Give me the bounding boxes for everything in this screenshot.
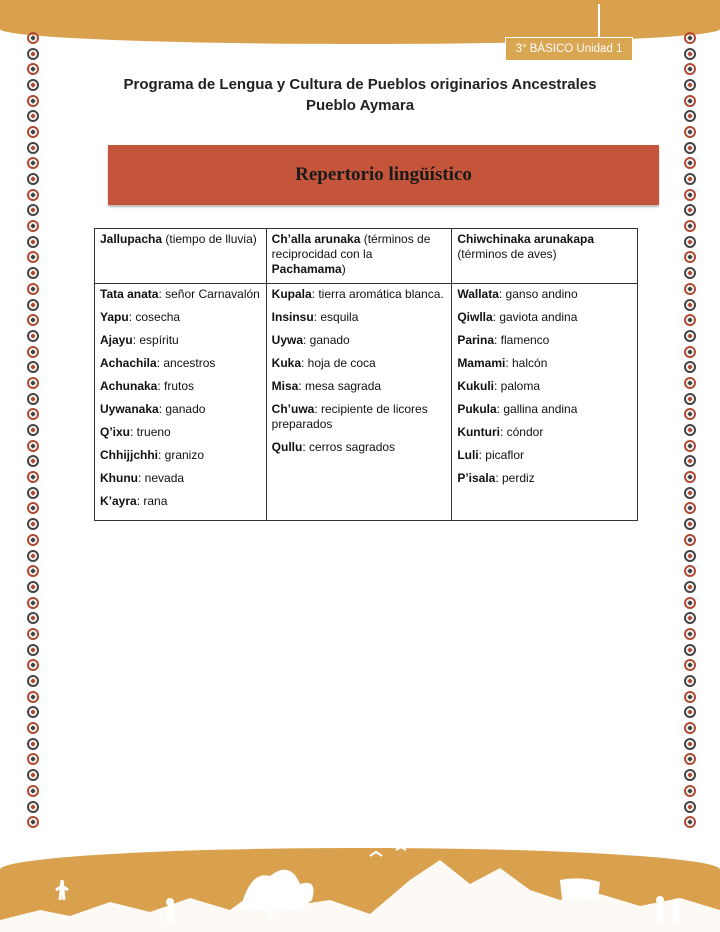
entry-definition: : granizo <box>158 448 205 462</box>
entry-definition: : tierra aromática blanca. <box>311 287 444 301</box>
vocabulary-entry <box>100 310 261 325</box>
pattern-motif-icon <box>25 642 41 658</box>
pattern-motif-icon <box>25 297 41 313</box>
vocabulary-entry <box>272 356 447 371</box>
entry-definition: : gallina andina <box>496 402 578 416</box>
pattern-motif-icon <box>682 736 698 752</box>
entry-term: Kupala <box>271 287 312 301</box>
pattern-motif-icon <box>25 736 41 752</box>
vocabulary-entry <box>100 402 261 417</box>
pattern-motif-icon <box>682 814 698 830</box>
pattern-motif-icon <box>25 93 41 109</box>
pattern-motif-icon <box>25 516 41 532</box>
pattern-motif-icon <box>682 485 698 501</box>
entry-term: Uywanaka <box>100 402 159 416</box>
pattern-motif-icon <box>25 720 41 736</box>
left-pattern-border <box>25 30 41 830</box>
tab-connector-line <box>598 4 600 38</box>
entry-term: Qiwlla <box>457 310 493 324</box>
header-cell-chiwchinaka: Chiwchinaka arunakapa (términos de aves) <box>452 229 638 284</box>
entry-term: Yapu <box>100 310 129 324</box>
pattern-motif-icon <box>25 187 41 203</box>
entry-definition: : picaflor <box>478 448 524 462</box>
entry-term: Kukuli <box>457 379 494 393</box>
pattern-motif-icon <box>682 720 698 736</box>
pattern-motif-icon <box>25 77 41 93</box>
pattern-motif-icon <box>682 407 698 423</box>
pattern-motif-icon <box>682 438 698 454</box>
pattern-motif-icon <box>25 108 41 124</box>
entry-term: Achachila <box>100 356 157 370</box>
vocabulary-entry <box>457 287 632 302</box>
pattern-motif-icon <box>682 375 698 391</box>
pattern-motif-icon <box>682 610 698 626</box>
pattern-motif-icon <box>25 595 41 611</box>
pattern-motif-icon <box>25 156 41 172</box>
vocabulary-entry <box>272 310 447 325</box>
pattern-motif-icon <box>25 407 41 423</box>
pattern-motif-icon <box>682 579 698 595</box>
vocabulary-entry <box>272 287 447 302</box>
pattern-motif-icon <box>25 532 41 548</box>
pattern-motif-icon <box>25 673 41 689</box>
entry-term: Tata anata <box>100 287 159 301</box>
entry-term: Pukula <box>457 402 497 416</box>
pattern-motif-icon <box>682 532 698 548</box>
pattern-motif-icon <box>682 281 698 297</box>
pattern-motif-icon <box>25 658 41 674</box>
header-cell-challa: Ch’alla arunaka (términos de reciprocidad con la Pachamama) <box>266 229 452 284</box>
vocabulary-entry <box>100 494 261 509</box>
pattern-motif-icon <box>25 218 41 234</box>
pattern-motif-icon <box>25 124 41 140</box>
entry-definition: : hoja de coca <box>301 356 376 370</box>
entry-term: Khunu <box>100 471 138 485</box>
pattern-motif-icon <box>25 548 41 564</box>
pattern-motif-icon <box>25 705 41 721</box>
pattern-motif-icon <box>682 344 698 360</box>
entry-term: Mamami <box>457 356 506 370</box>
entry-term: Chhijjchhi <box>100 448 158 462</box>
vocabulary-entry <box>457 379 632 394</box>
pattern-motif-icon <box>682 140 698 156</box>
pattern-motif-icon <box>25 767 41 783</box>
entry-definition: : perdiz <box>495 471 535 485</box>
entry-definition: : ganado <box>158 402 206 416</box>
vocabulary-entry <box>272 333 447 348</box>
section-banner: Repertorio lingüístico <box>108 145 659 205</box>
entry-term: Kuka <box>271 356 301 370</box>
pattern-motif-icon <box>25 799 41 815</box>
pattern-motif-icon <box>25 689 41 705</box>
pattern-motif-icon <box>682 501 698 517</box>
pattern-motif-icon <box>682 799 698 815</box>
pattern-motif-icon <box>25 61 41 77</box>
entry-definition: : flamenco <box>494 333 550 347</box>
pattern-motif-icon <box>682 93 698 109</box>
pattern-motif-icon <box>25 344 41 360</box>
grade-unit-tab: 3° BÁSICO Unidad 1 <box>505 37 633 61</box>
entry-term: Ajayu <box>100 333 133 347</box>
pattern-motif-icon <box>25 579 41 595</box>
pattern-motif-icon <box>25 234 41 250</box>
pattern-motif-icon <box>25 610 41 626</box>
pattern-motif-icon <box>25 485 41 501</box>
pattern-motif-icon <box>25 312 41 328</box>
pattern-motif-icon <box>682 124 698 140</box>
vocabulary-entry <box>100 356 261 371</box>
entry-term: Ch’uwa <box>271 402 315 416</box>
pattern-motif-icon <box>682 642 698 658</box>
pattern-motif-icon <box>682 548 698 564</box>
header-cell-jallupacha: Jallupacha (tiempo de lluvia) <box>95 229 267 284</box>
pattern-motif-icon <box>682 30 698 46</box>
entry-definition: : gaviota andina <box>492 310 578 324</box>
pattern-motif-icon <box>25 422 41 438</box>
entry-definition: : espíritu <box>132 333 179 347</box>
entry-term: K’ayra <box>100 494 137 508</box>
pattern-motif-icon <box>25 281 41 297</box>
vocabulary-entry <box>272 402 447 432</box>
vocabulary-entry <box>457 471 632 486</box>
pattern-motif-icon <box>682 689 698 705</box>
pattern-motif-icon <box>682 705 698 721</box>
entry-definition: : halcón <box>505 356 548 370</box>
pattern-motif-icon <box>682 359 698 375</box>
vocabulary-entry <box>100 333 261 348</box>
pattern-motif-icon <box>682 156 698 172</box>
pattern-motif-icon <box>682 218 698 234</box>
pattern-motif-icon <box>682 626 698 642</box>
pattern-motif-icon <box>25 469 41 485</box>
pattern-motif-icon <box>25 501 41 517</box>
entry-definition: : rana <box>136 494 168 508</box>
vocabulary-table <box>94 228 638 521</box>
entry-definition: : ganso andino <box>498 287 578 301</box>
pattern-motif-icon <box>25 171 41 187</box>
vocabulary-entry <box>272 440 447 455</box>
pattern-motif-icon <box>25 563 41 579</box>
pattern-motif-icon <box>25 391 41 407</box>
entry-definition: : ganado <box>303 333 350 347</box>
table-header-row <box>95 229 638 284</box>
pattern-motif-icon <box>682 752 698 768</box>
column-challa-entries <box>266 284 452 521</box>
pattern-motif-icon <box>682 203 698 219</box>
pattern-motif-icon <box>682 77 698 93</box>
pattern-motif-icon <box>25 328 41 344</box>
pattern-motif-icon <box>682 297 698 313</box>
entry-definition: : mesa sagrada <box>298 379 382 393</box>
pattern-motif-icon <box>25 46 41 62</box>
entry-definition: : recipiente de licores preparados <box>271 402 428 431</box>
entry-term: Wallata <box>457 287 499 301</box>
pattern-motif-icon <box>682 328 698 344</box>
entry-term: Kunturi <box>457 425 500 439</box>
pattern-motif-icon <box>25 783 41 799</box>
pattern-motif-icon <box>682 563 698 579</box>
entry-term: Luli <box>457 448 479 462</box>
pattern-motif-icon <box>25 30 41 46</box>
pattern-motif-icon <box>25 814 41 830</box>
table-body-row <box>95 284 638 521</box>
column-chiwchinaka-entries <box>452 284 638 521</box>
pattern-motif-icon <box>682 783 698 799</box>
pattern-motif-icon <box>682 454 698 470</box>
entry-term: Q’ixu <box>100 425 131 439</box>
entry-definition: : paloma <box>493 379 541 393</box>
pattern-motif-icon <box>682 234 698 250</box>
pattern-motif-icon <box>25 752 41 768</box>
pattern-motif-icon <box>25 454 41 470</box>
entry-definition: : esquila <box>313 310 359 324</box>
entry-term: Qullu <box>271 440 303 454</box>
pattern-motif-icon <box>682 61 698 77</box>
vocabulary-entry <box>457 448 632 463</box>
entry-definition: : ancestros <box>156 356 216 370</box>
entry-definition: : frutos <box>157 379 195 393</box>
entry-term: Achunaka <box>100 379 158 393</box>
pattern-motif-icon <box>25 203 41 219</box>
entry-term: Uywa <box>271 333 304 347</box>
right-pattern-border <box>682 30 698 830</box>
vocabulary-entry <box>100 448 261 463</box>
people-title: Pueblo Aymara <box>305 97 415 114</box>
program-title: Programa de Lengua y Cultura de Pueblos originarios Ancestrales <box>123 76 597 93</box>
pattern-motif-icon <box>682 469 698 485</box>
pattern-motif-icon <box>25 626 41 642</box>
entry-definition: : cóndor <box>499 425 544 439</box>
entry-term: Parina <box>457 333 494 347</box>
pattern-motif-icon <box>25 265 41 281</box>
vocabulary-entry <box>100 287 261 302</box>
pattern-motif-icon <box>25 250 41 266</box>
vocabulary-entry <box>272 379 447 394</box>
vocabulary-entry <box>457 333 632 348</box>
pattern-motif-icon <box>682 108 698 124</box>
vocabulary-entry <box>100 379 261 394</box>
vocabulary-entry <box>100 471 261 486</box>
entry-definition: : nevada <box>138 471 185 485</box>
pattern-motif-icon <box>682 187 698 203</box>
pattern-motif-icon <box>682 250 698 266</box>
column-jallupacha-entries <box>95 284 267 521</box>
entry-term: Insinsu <box>271 310 314 324</box>
pattern-motif-icon <box>25 140 41 156</box>
pattern-motif-icon <box>682 46 698 62</box>
vocabulary-entry <box>100 425 261 440</box>
pattern-motif-icon <box>682 516 698 532</box>
landscape-silhouette-illustration <box>0 840 720 932</box>
pattern-motif-icon <box>682 422 698 438</box>
vocabulary-entry <box>457 310 632 325</box>
pattern-motif-icon <box>25 438 41 454</box>
vocabulary-entry <box>457 425 632 440</box>
pattern-motif-icon <box>682 312 698 328</box>
entry-definition: : cerros sagrados <box>302 440 396 454</box>
pattern-motif-icon <box>25 359 41 375</box>
pattern-motif-icon <box>682 595 698 611</box>
pattern-motif-icon <box>682 658 698 674</box>
vocabulary-entry <box>457 402 632 417</box>
entry-definition: : señor Carnavalón <box>158 287 260 301</box>
pattern-motif-icon <box>682 767 698 783</box>
entry-definition: : trueno <box>130 425 171 439</box>
entry-term: Misa <box>271 379 299 393</box>
pattern-motif-icon <box>682 171 698 187</box>
vocabulary-entry <box>457 356 632 371</box>
entry-definition: : cosecha <box>128 310 181 324</box>
entry-term: P’isala <box>457 471 496 485</box>
pattern-motif-icon <box>682 673 698 689</box>
pattern-motif-icon <box>25 375 41 391</box>
pattern-motif-icon <box>682 265 698 281</box>
pattern-motif-icon <box>682 391 698 407</box>
